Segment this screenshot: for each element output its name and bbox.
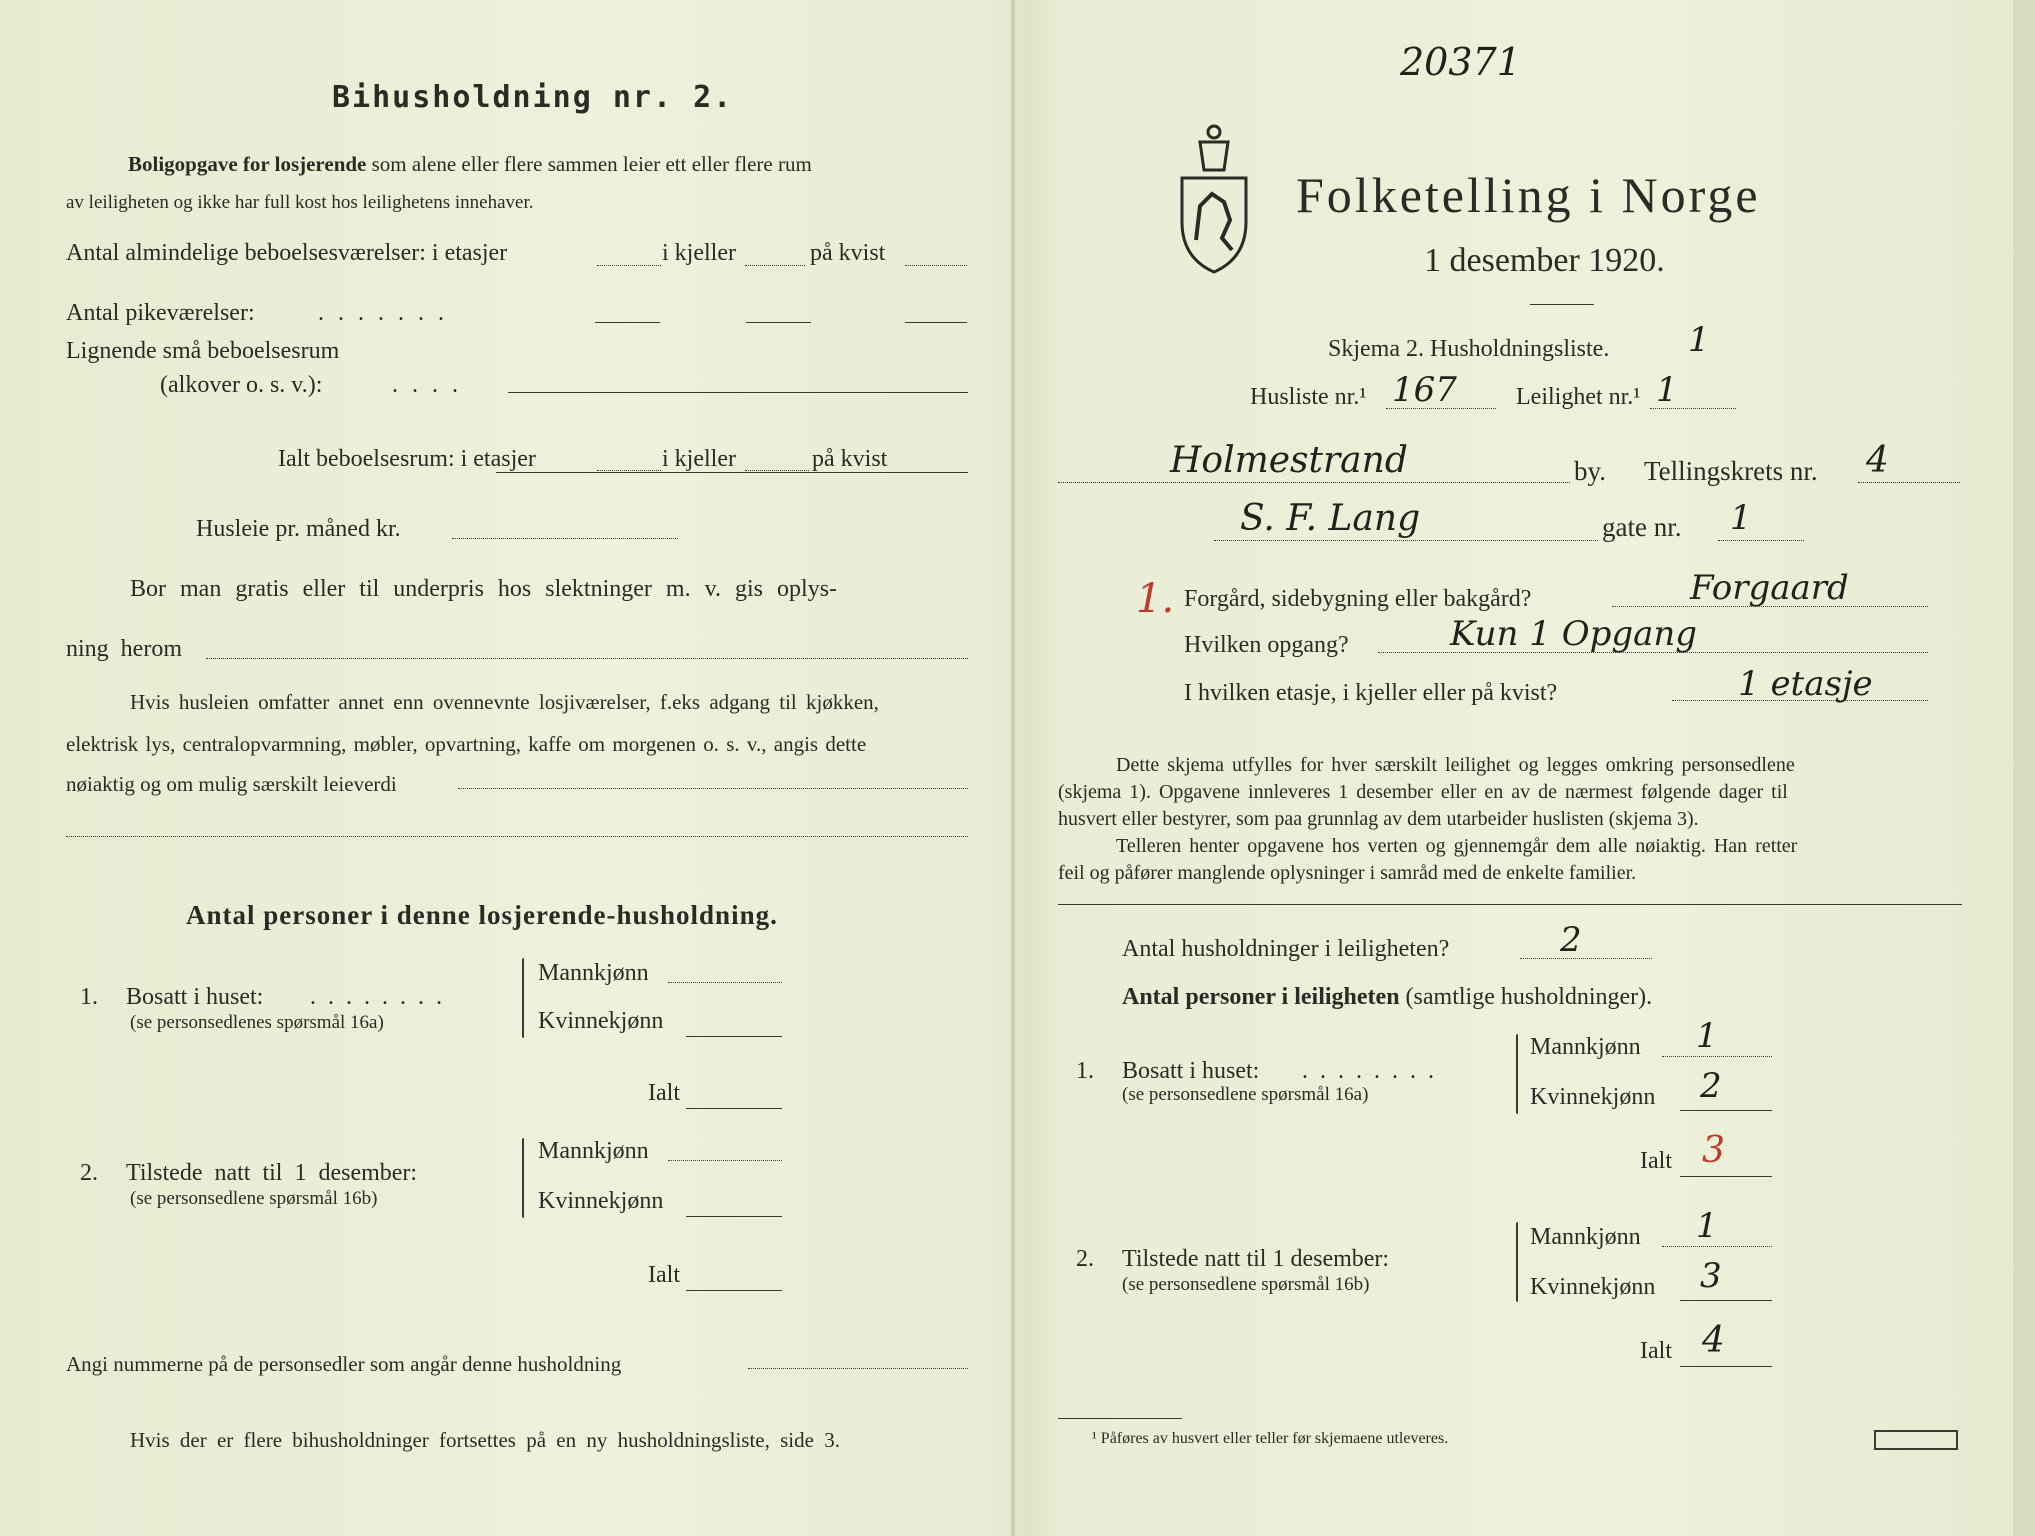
right-bosatt-mann-label: Mannkjønn	[1530, 1034, 1641, 1060]
opgang-value: Kun 1 Opgang	[1450, 614, 1698, 654]
red-mark: 1.	[1136, 576, 1175, 622]
husleie-field[interactable]	[452, 538, 678, 539]
ialt-kjeller-field[interactable]	[745, 470, 809, 471]
pike-dots: .......	[318, 300, 458, 326]
opgang-field[interactable]	[1378, 652, 1928, 653]
printer-stamp	[1874, 1430, 1958, 1450]
by-label: by.	[1574, 456, 1606, 486]
pike-kvist-field[interactable]	[905, 322, 967, 323]
leieverdi-field-2[interactable]	[66, 836, 968, 837]
right-tilstede-label: Tilstede natt til 1 desember:	[1122, 1246, 1390, 1272]
left-tilstede-mann-field[interactable]	[668, 1160, 782, 1161]
right-bosatt-kvinne-value: 2	[1700, 1066, 1722, 1106]
title-rule	[1530, 304, 1594, 305]
right-bosatt-kvinne-field[interactable]	[1680, 1110, 1772, 1111]
left-bosatt-mann-field[interactable]	[668, 982, 782, 983]
pike-etasjer-field[interactable]	[595, 322, 660, 323]
gratis-field[interactable]	[206, 658, 968, 659]
ialt-rooms-label: Ialt beboelsesrum: i etasjer	[278, 446, 536, 472]
left-bosatt-brace	[522, 958, 524, 1038]
husleie-label: Husleie pr. måned kr.	[196, 516, 401, 542]
gate-nr-field[interactable]	[1718, 540, 1804, 541]
right-tilstede-ialt-field[interactable]	[1680, 1366, 1772, 1367]
right-bosatt-num: 1.	[1076, 1058, 1094, 1084]
gate-value: S. F. Lang	[1240, 498, 1421, 539]
hvis-line-3: nøiaktig og om mulig særskilt leieverdi	[66, 772, 397, 796]
instruction-line-5: feil og påfører manglende oplysninger i samråd med de enkelte familier.	[1058, 862, 1637, 884]
etasje-field[interactable]	[1672, 700, 1928, 701]
angi-field[interactable]	[748, 1368, 968, 1369]
krets-field[interactable]	[1858, 482, 1960, 483]
right-bosatt-dots: ........	[1302, 1058, 1446, 1084]
lignende-label-2: (alkover o. s. v.):	[160, 372, 323, 398]
instruction-line-2: (skjema 1). Opgavene innleveres 1 desember eller en av de nærmest følgende dager til	[1058, 781, 1788, 803]
right-bosatt-mann-field[interactable]	[1662, 1056, 1772, 1057]
left-tilstede-label: Tilstede natt til 1 desember:	[126, 1160, 418, 1186]
left-bosatt-ialt-label: Ialt	[648, 1080, 680, 1106]
ialt-kvist-label: på kvist	[812, 446, 888, 472]
right-bosatt-ialt-field[interactable]	[1680, 1176, 1772, 1177]
instruction-line-3: husvert eller bestyrer, som paa grunnlag av dem utarbeider huslisten (skjema 3).	[1058, 808, 1699, 830]
husliste-label: Husliste nr.¹	[1250, 384, 1367, 410]
right-antal-heading: Antal personer i leiligheten (samtlige husholdninger).	[1122, 984, 1653, 1010]
gratis-line-2: ning herom	[66, 636, 182, 662]
left-tilstede-num: 2.	[80, 1160, 98, 1186]
left-title: Bihusholdning nr. 2.	[332, 80, 734, 115]
krets-label: Tellingskrets nr.	[1644, 456, 1818, 486]
forgard-question: Forgård, sidebygning eller bakgård?	[1184, 586, 1532, 612]
left-bosatt-ialt-field[interactable]	[686, 1108, 782, 1109]
right-tilstede-ref: (se personsedlene spørsmål 16b)	[1122, 1274, 1370, 1295]
pike-label: Antal pikeværelser:	[66, 300, 255, 326]
right-bosatt-ref: (se personsedlene spørsmål 16a)	[1122, 1084, 1369, 1105]
right-bosatt-ialt-label: Ialt	[1640, 1148, 1672, 1174]
left-tilstede-mann-label: Mannkjønn	[538, 1138, 649, 1164]
rooms-etasjer-field[interactable]	[597, 265, 661, 266]
husholdninger-question: Antal husholdninger i leiligheten?	[1122, 936, 1450, 962]
left-tilstede-brace	[522, 1138, 524, 1218]
husholdninger-field[interactable]	[1520, 958, 1652, 959]
stamp-number: 20371	[1400, 40, 1521, 84]
ialt-kjeller-label: i kjeller	[662, 446, 736, 472]
rooms-label: Antal almindelige beboelsesværelser: i etasjer	[66, 240, 508, 266]
right-tilstede-kvinne-value: 3	[1700, 1256, 1722, 1296]
lignende-dots: ....	[392, 372, 472, 398]
intro-line-1: Boligopgave for losjerende som alene eller flere sammen leier ett eller flere rum	[128, 152, 812, 176]
intro-line-2: av leiligheten og ikke har full kost hos leilighetens innehaver.	[66, 192, 534, 213]
page-fold	[1010, 0, 1016, 1536]
skjema-value: 1	[1688, 320, 1710, 360]
by-value: Holmestrand	[1170, 440, 1408, 481]
lignende-label-1: Lignende små beboelsesrum	[66, 338, 340, 364]
right-bosatt-brace	[1516, 1034, 1518, 1114]
left-tilstede-kvinne-label: Kvinnekjønn	[538, 1188, 664, 1214]
rooms-kjeller-label: i kjeller	[662, 240, 736, 266]
right-bosatt-label: Bosatt i huset:	[1122, 1058, 1260, 1084]
left-tilstede-ref: (se personsedlene spørsmål 16b)	[130, 1188, 378, 1209]
left-bosatt-label: Bosatt i huset:	[126, 984, 264, 1010]
right-tilstede-mann-value: 1	[1696, 1206, 1718, 1246]
left-bosatt-ref: (se personsedlenes spørsmål 16a)	[130, 1012, 384, 1033]
leieverdi-field[interactable]	[458, 788, 968, 789]
pike-kjeller-field[interactable]	[746, 322, 811, 323]
coat-of-arms-icon	[1174, 122, 1254, 274]
opgang-question: Hvilken opgang?	[1184, 632, 1349, 658]
right-bosatt-kvinne-label: Kvinnekjønn	[1530, 1084, 1656, 1110]
left-tilstede-ialt-field[interactable]	[686, 1290, 782, 1291]
husholdninger-value: 2	[1560, 920, 1582, 960]
right-tilstede-num: 2.	[1076, 1246, 1094, 1272]
right-title: Folketelling i Norge	[1296, 167, 1761, 223]
right-tilstede-ialt-value: 4	[1702, 1320, 1725, 1361]
right-bosatt-mann-value: 1	[1696, 1016, 1718, 1056]
left-tilstede-kvinne-field[interactable]	[686, 1216, 782, 1217]
ialt-underline	[496, 472, 968, 473]
by-field[interactable]	[1058, 482, 1570, 483]
right-tilstede-mann-field[interactable]	[1662, 1246, 1772, 1247]
left-bosatt-kvinne-label: Kvinnekjønn	[538, 1008, 664, 1034]
right-tilstede-kvinne-field[interactable]	[1680, 1300, 1772, 1301]
ialt-etasjer-field[interactable]	[597, 470, 661, 471]
footnote-rule	[1058, 1418, 1182, 1419]
hvis-line-2: elektrisk lys, centralopvarmning, møbler, opvartning, kaffe om morgenen o. s. v., angis dette	[66, 732, 867, 756]
hvis-line-1: Hvis husleien omfatter annet enn ovennevnte losjiværelser, f.eks adgang til kjøkken,	[130, 690, 879, 714]
right-date: 1 desember 1920.	[1424, 242, 1665, 279]
right-tilstede-mann-label: Mannkjønn	[1530, 1224, 1641, 1250]
left-bosatt-mann-label: Mannkjønn	[538, 960, 649, 986]
left-bosatt-dots: ........	[310, 984, 454, 1010]
forgard-value: Forgaard	[1690, 568, 1849, 608]
gate-label: gate nr.	[1602, 512, 1682, 542]
angi-label: Angi nummerne på de personsedler som angår denne husholdning	[66, 1352, 622, 1376]
left-tilstede-ialt-label: Ialt	[648, 1262, 680, 1288]
left-bosatt-kvinne-field[interactable]	[686, 1036, 782, 1037]
instruction-line-1: Dette skjema utfylles for hver særskilt leilighet og legges omkring personsedlene	[1116, 754, 1795, 776]
right-tilstede-ialt-label: Ialt	[1640, 1338, 1672, 1364]
right-tilstede-brace	[1516, 1222, 1518, 1302]
lignende-field[interactable]	[508, 392, 968, 393]
leilighet-value: 1	[1656, 370, 1678, 410]
leilighet-field[interactable]	[1650, 408, 1736, 409]
krets-value: 4	[1866, 440, 1889, 481]
gratis-line-1: Bor man gratis eller til underpris hos slektninger m. v. gis oplys-	[130, 576, 838, 602]
instruction-line-4: Telleren henter opgavene hos verten og gjennemgår dem alle nøiaktig. Han retter	[1116, 835, 1798, 857]
page-edge	[2013, 0, 2035, 1536]
left-antal-heading: Antal personer i denne losjerende-husholdning.	[186, 900, 778, 930]
husliste-value: 167	[1392, 370, 1457, 410]
husliste-field[interactable]	[1386, 408, 1496, 409]
right-footnote: ¹ Påføres av husvert eller teller før skjemaene utleveres.	[1092, 1430, 1449, 1447]
etasje-question: I hvilken etasje, i kjeller eller på kvist?	[1184, 680, 1558, 706]
gate-nr-value: 1	[1730, 498, 1752, 538]
forgard-field[interactable]	[1612, 606, 1928, 607]
gate-field[interactable]	[1214, 540, 1598, 541]
left-footer: Hvis der er flere bihusholdninger fortsettes på en ny husholdningsliste, side 3.	[130, 1428, 840, 1452]
right-tilstede-kvinne-label: Kvinnekjønn	[1530, 1274, 1656, 1300]
right-bosatt-ialt-value: 3	[1702, 1130, 1725, 1171]
left-bosatt-num: 1.	[80, 984, 98, 1010]
leilighet-label: Leilighet nr.¹	[1516, 384, 1641, 410]
rooms-kvist-label: på kvist	[810, 240, 886, 266]
etasje-value: 1 etasje	[1738, 664, 1873, 704]
instruction-rule	[1058, 904, 1962, 905]
skjema-label: Skjema 2. Husholdningsliste.	[1328, 336, 1610, 362]
rooms-kjeller-field[interactable]	[745, 265, 805, 266]
rooms-kvist-field[interactable]	[905, 265, 967, 266]
